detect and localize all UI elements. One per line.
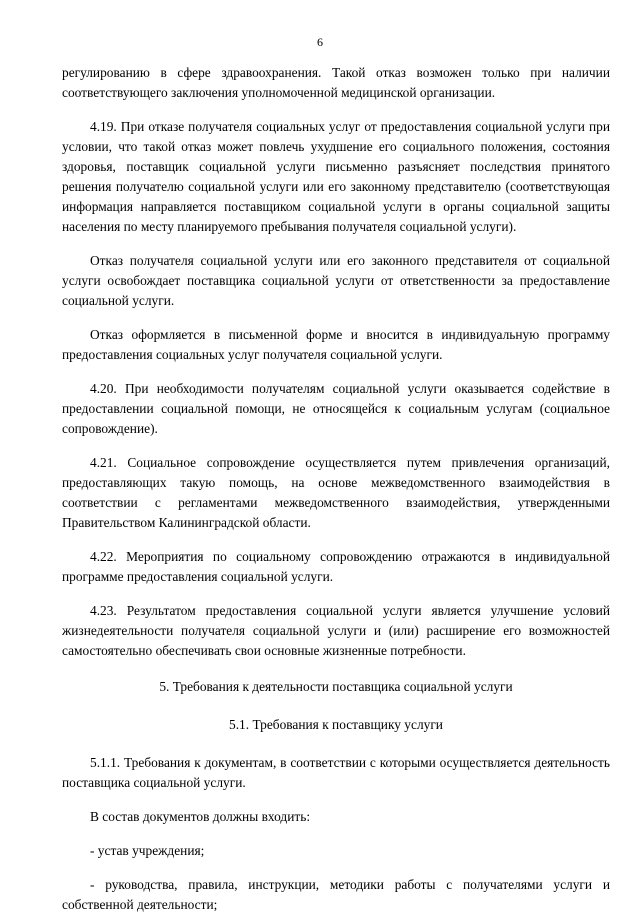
section-5-1-heading: 5.1. Требования к поставщику услуги <box>229 717 443 732</box>
document-body <box>62 63 610 915</box>
paragraph-5-1-1: 5.1.1. Требования к документам, в соответствии с которыми осуществляется деятельность поставщика социальной услуги. <box>62 755 610 790</box>
page-number: 6 <box>317 35 323 49</box>
list-item-guidelines: - руководства, правила, инструкции, методики работы с получателями услуги и собственной деятельности; <box>62 877 610 912</box>
paragraph-continuation: регулированию в сфере здравоохранения. Такой отказ возможен только при наличии соответствующего заключения уполномоченной медицинской организации. <box>62 65 610 100</box>
paragraph-4-22: 4.22. Мероприятия по социальному сопровождению отражаются в индивидуальной программе предоставления социальной услуги. <box>62 549 610 584</box>
paragraph-4-20: 4.20. При необходимости получателям социальной услуги оказывается содействие в предоставлении социальной помощи, не относящейся к социальным услугам (социальное сопровождение). <box>62 381 610 436</box>
paragraph-refusal-form: Отказ оформляется в письменной форме и вносится в индивидуальную программу предоставления социальных услуг получателя социальной услуги. <box>62 327 610 362</box>
list-item-charter: - устав учреждения; <box>90 843 205 858</box>
paragraph-documents-intro: В состав документов должны входить: <box>90 809 311 824</box>
paragraph-4-23: 4.23. Результатом предоставления социальной услуги является улучшение условий жизнедеятельности получателя социальной услуги и (или) расширение его возможностей самостоятельно обеспечивать свои основные жизненные потребности. <box>62 603 610 658</box>
paragraph-4-21: 4.21. Социальное сопровождение осуществляется путем привлечения организаций, предоставляющих такую помощь, на основе межведомственного взаимодействия в соответствии с регламентами межведомственного взаимодействия, утвержденными Правительством Калининградской области. <box>62 455 610 530</box>
section-5-heading: 5. Требования к деятельности поставщика социальной услуги <box>159 679 513 694</box>
paragraph-refusal-release: Отказ получателя социальной услуги или его законного представителя от социальной услуги освобождает поставщика социальной услуги от ответственности за предоставление социальной услуги. <box>62 253 610 308</box>
paragraph-4-19: 4.19. При отказе получателя социальных услуг от предоставления социальной услуги при условии, что такой отказ может повлечь ухудшение его социального положения, состояния здоровья, поставщик социальной услуги письменно разъясняет последствия принятого решения получателю социальной услуги или его законному представителю (соответствующая информация направляется поставщиком социальной услуги в органы социальной защиты населения по месту планируемого пребывания получателя социальной услуги). <box>62 119 610 234</box>
